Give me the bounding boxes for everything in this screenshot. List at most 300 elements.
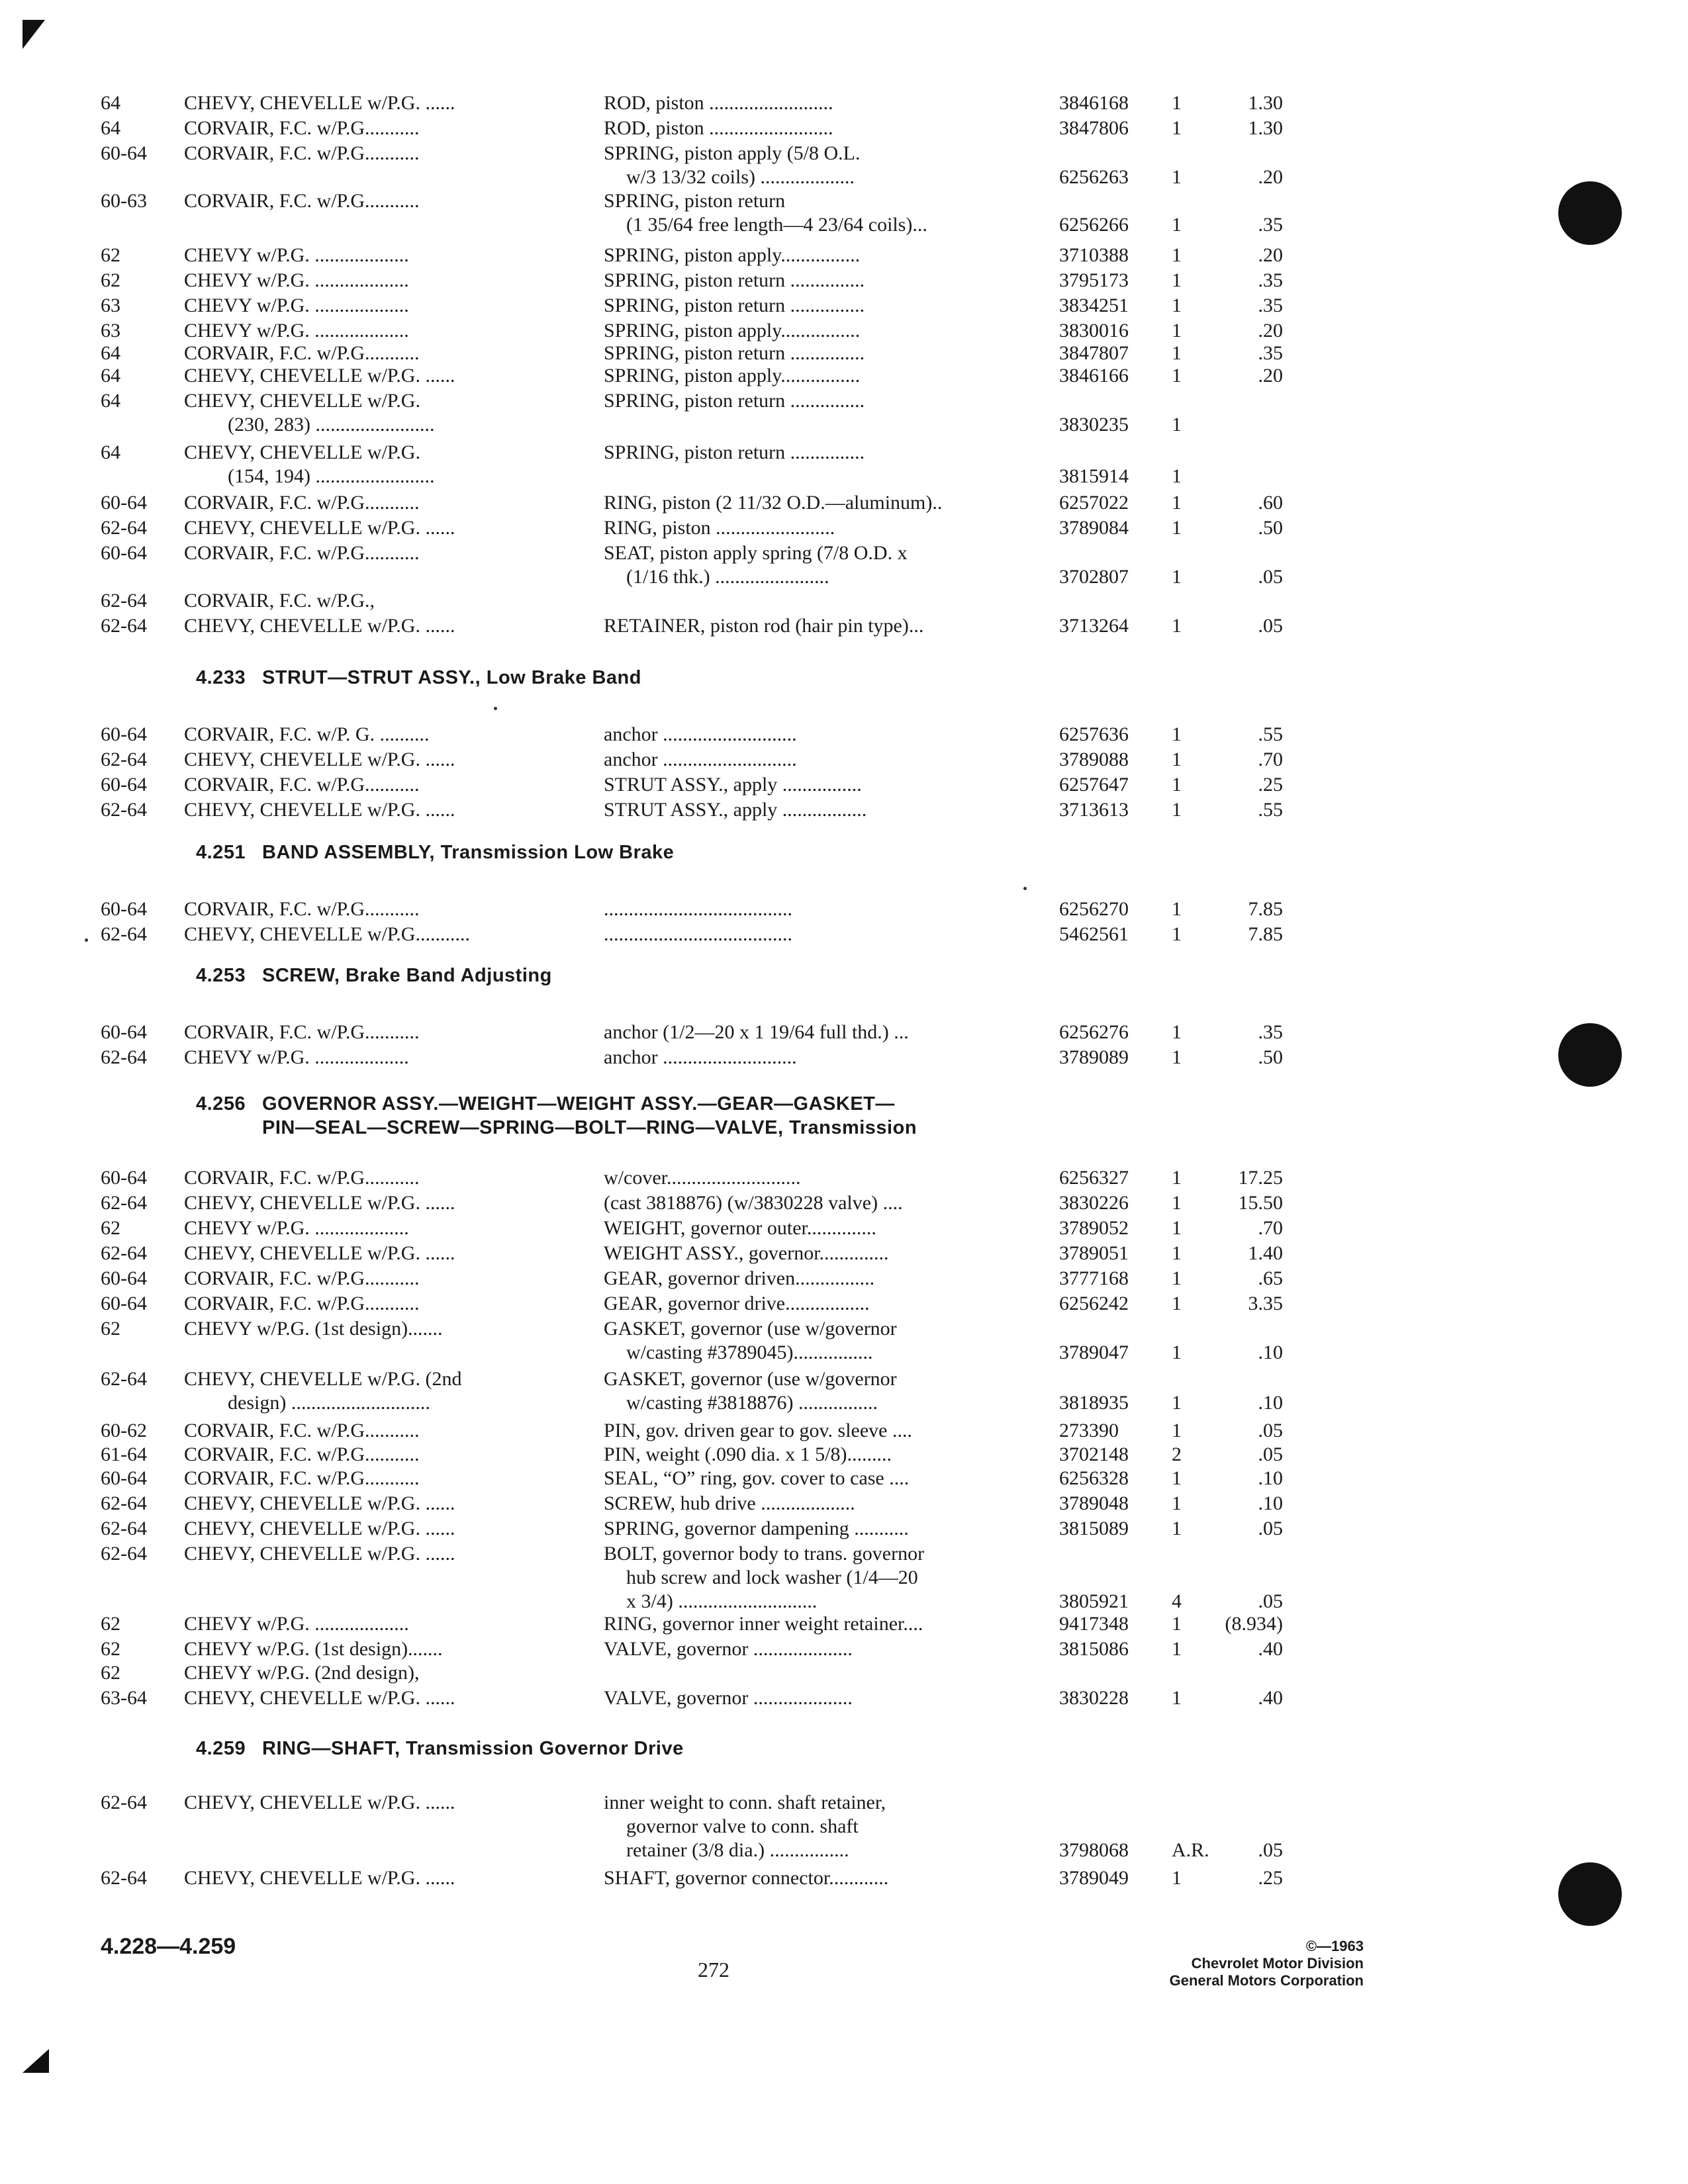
- quantity: 1: [1172, 269, 1182, 291]
- part-number: 3702807: [1059, 566, 1129, 588]
- part-description: VALVE, governor ....................: [604, 1687, 853, 1709]
- vehicle-model: CHEVY, CHEVELLE w/P.G. ......: [184, 1518, 455, 1539]
- copyright-line: Chevrolet Motor Division: [1191, 1955, 1364, 1972]
- model-year: 62: [101, 1662, 120, 1684]
- quantity: 1: [1172, 166, 1182, 188]
- list-price: .05: [1258, 566, 1283, 588]
- model-year: 62-64: [101, 590, 147, 612]
- model-year: 60-64: [101, 1467, 147, 1489]
- part-description: GEAR, governor driven................: [604, 1267, 875, 1289]
- model-year: 62: [101, 269, 120, 291]
- vehicle-model: CHEVY, CHEVELLE w/P.G. ......: [184, 517, 455, 539]
- punch-hole-top: [1558, 181, 1622, 245]
- copyright-line: ©—1963: [1305, 1938, 1364, 1954]
- vehicle-model: CHEVY w/P.G. ...................: [184, 269, 409, 291]
- quantity: 1: [1172, 774, 1182, 796]
- model-year: 60-62: [101, 1420, 147, 1441]
- part-number: 3846168: [1059, 92, 1129, 114]
- part-description: RING, piston ........................: [604, 517, 835, 539]
- vehicle-model: CORVAIR, F.C. w/P.G...........: [184, 898, 420, 920]
- list-price: .10: [1258, 1342, 1283, 1363]
- part-number: 6256263: [1059, 166, 1129, 188]
- vehicle-model: CORVAIR, F.C. w/P.G...........: [184, 1443, 420, 1465]
- part-description: VALVE, governor ....................: [604, 1638, 853, 1660]
- part-number: 3818935: [1059, 1392, 1129, 1414]
- quantity: 1: [1172, 1467, 1182, 1489]
- quantity: 1: [1172, 414, 1182, 435]
- list-price: .05: [1258, 615, 1283, 637]
- quantity: 1: [1172, 1342, 1182, 1363]
- list-price: 1.30: [1248, 92, 1283, 114]
- vehicle-model: CORVAIR, F.C. w/P.G.,: [184, 590, 375, 612]
- part-description: SEAT, piston apply spring (7/8 O.D. x: [604, 542, 908, 564]
- list-price: .20: [1258, 320, 1283, 341]
- model-year: 62: [101, 1638, 120, 1660]
- part-description: SPRING, piston return ...............: [604, 295, 865, 316]
- section-heading: [196, 666, 641, 690]
- list-price: .05: [1258, 1839, 1283, 1861]
- part-number: 6256270: [1059, 898, 1129, 920]
- vehicle-model: CHEVY, CHEVELLE w/P.G. (2nd: [184, 1368, 462, 1390]
- list-price: .35: [1258, 1021, 1283, 1043]
- part-number: 6256328: [1059, 1467, 1129, 1489]
- part-description: PIN, weight (.090 dia. x 1 5/8).........: [604, 1443, 892, 1465]
- part-number: 3815089: [1059, 1518, 1129, 1539]
- model-year: 62-64: [101, 1192, 147, 1214]
- quantity: 1: [1172, 1192, 1182, 1214]
- model-year: 60-64: [101, 898, 147, 920]
- punch-hole-bottom: [1558, 1862, 1622, 1926]
- part-number: 6256327: [1059, 1167, 1129, 1189]
- list-price: 1.30: [1248, 117, 1283, 139]
- part-number: 3789088: [1059, 749, 1129, 770]
- part-number: 3789047: [1059, 1342, 1129, 1363]
- quantity: 1: [1172, 1267, 1182, 1289]
- model-year: 62-64: [101, 1867, 147, 1889]
- model-year: 60-64: [101, 142, 147, 164]
- part-description: SPRING, piston return: [604, 190, 786, 212]
- quantity: 1: [1172, 1638, 1182, 1660]
- section-number: 4.256: [196, 1093, 246, 1115]
- vehicle-model: CHEVY, CHEVELLE w/P.G. ......: [184, 92, 455, 114]
- list-price: .55: [1258, 799, 1283, 821]
- vehicle-model: CHEVY w/P.G. ...................: [184, 1217, 409, 1239]
- part-description: anchor (1/2—20 x 1 19/64 full thd.) ...: [604, 1021, 909, 1043]
- scan-speck: [494, 707, 497, 710]
- vehicle-model: CHEVY w/P.G. (2nd design),: [184, 1662, 420, 1684]
- list-price: 7.85: [1248, 923, 1283, 945]
- list-price: .05: [1258, 1443, 1283, 1465]
- vehicle-model: CORVAIR, F.C. w/P.G...........: [184, 142, 420, 164]
- quantity: 1: [1172, 1046, 1182, 1068]
- quantity: 1: [1172, 923, 1182, 945]
- quantity: 1: [1172, 723, 1182, 745]
- section-heading: [196, 1092, 917, 1140]
- vehicle-model: CORVAIR, F.C. w/P.G...........: [184, 1267, 420, 1289]
- section-title: STRUT—STRUT ASSY., Low Brake Band: [262, 667, 641, 688]
- quantity: 1: [1172, 1492, 1182, 1514]
- list-price: 17.25: [1238, 1167, 1283, 1189]
- section-number: 4.233: [196, 667, 246, 688]
- part-number: 3830016: [1059, 320, 1129, 341]
- part-number: 273390: [1059, 1420, 1119, 1441]
- model-year: 60-63: [101, 190, 147, 212]
- list-price: .35: [1258, 269, 1283, 291]
- list-price: 1.40: [1248, 1242, 1283, 1264]
- list-price: .40: [1258, 1687, 1283, 1709]
- model-year: 62-64: [101, 1792, 147, 1813]
- part-number: 3798068: [1059, 1839, 1129, 1861]
- vehicle-model: CHEVY w/P.G. ...................: [184, 1613, 409, 1635]
- part-description: SCREW, hub drive ...................: [604, 1492, 855, 1514]
- quantity: 1: [1172, 749, 1182, 770]
- part-number: 9417348: [1059, 1613, 1129, 1635]
- list-price: .50: [1258, 517, 1283, 539]
- model-year: 64: [101, 441, 120, 463]
- part-description: RETAINER, piston rod (hair pin type)...: [604, 615, 924, 637]
- part-description: ROD, piston .........................: [604, 92, 833, 114]
- vehicle-model: CORVAIR, F.C. w/P. G. ..........: [184, 723, 430, 745]
- model-year: 60-64: [101, 1021, 147, 1043]
- quantity: 1: [1172, 517, 1182, 539]
- model-year: 62: [101, 1217, 120, 1239]
- vehicle-model: CHEVY, CHEVELLE w/P.G. ......: [184, 1543, 455, 1565]
- vehicle-model: CHEVY, CHEVELLE w/P.G. ......: [184, 799, 455, 821]
- part-number: 3815914: [1059, 465, 1129, 487]
- list-price: .20: [1258, 244, 1283, 266]
- quantity: 1: [1172, 92, 1182, 114]
- part-description: w/casting #3818876) ................: [626, 1392, 878, 1414]
- part-number: 3789048: [1059, 1492, 1129, 1514]
- quantity: 1: [1172, 1518, 1182, 1539]
- scan-speck: [1023, 887, 1027, 890]
- part-number: 3830228: [1059, 1687, 1129, 1709]
- list-price: (8.934): [1225, 1613, 1283, 1635]
- scan-corner-mark-top: [23, 20, 45, 49]
- section-heading: [196, 964, 552, 987]
- model-year: 62: [101, 244, 120, 266]
- list-price: .05: [1258, 1590, 1283, 1612]
- part-description: (1/16 thk.) .......................: [626, 566, 829, 588]
- vehicle-model: CHEVY w/P.G. (1st design).......: [184, 1318, 443, 1340]
- section-title: BAND ASSEMBLY, Transmission Low Brake: [262, 842, 675, 863]
- section-title: PIN—SEAL—SCREW—SPRING—BOLT—RING—VALVE, Transmission: [262, 1117, 917, 1138]
- model-year: 60-64: [101, 1293, 147, 1314]
- part-description: retainer (3/8 dia.) ................: [626, 1839, 849, 1861]
- part-number: 3713264: [1059, 615, 1129, 637]
- model-year: 62-64: [101, 799, 147, 821]
- part-description: anchor ...........................: [604, 1046, 797, 1068]
- model-year: 64: [101, 390, 120, 412]
- quantity: 1: [1172, 117, 1182, 139]
- quantity: 1: [1172, 1167, 1182, 1189]
- model-year: 62-64: [101, 1242, 147, 1264]
- model-year: 64: [101, 92, 120, 114]
- part-description: SPRING, piston return ...............: [604, 390, 865, 412]
- list-price: 7.85: [1248, 898, 1283, 920]
- section-heading: [196, 841, 674, 864]
- part-number: 3710388: [1059, 244, 1129, 266]
- vehicle-model: CORVAIR, F.C. w/P.G...........: [184, 1420, 420, 1441]
- part-description: anchor ...........................: [604, 749, 797, 770]
- vehicle-model: design) ............................: [228, 1392, 430, 1414]
- list-price: .60: [1258, 492, 1283, 514]
- quantity: 1: [1172, 1613, 1182, 1635]
- part-number: 3789049: [1059, 1867, 1129, 1889]
- part-number: 3702148: [1059, 1443, 1129, 1465]
- quantity: 1: [1172, 1420, 1182, 1441]
- list-price: .05: [1258, 1420, 1283, 1441]
- list-price: .50: [1258, 1046, 1283, 1068]
- model-year: 62-64: [101, 749, 147, 770]
- part-number: 3777168: [1059, 1267, 1129, 1289]
- model-year: 60-64: [101, 1267, 147, 1289]
- model-year: 62-64: [101, 1518, 147, 1539]
- page-number: 272: [698, 1958, 729, 1981]
- part-description: SPRING, piston return ...............: [604, 342, 865, 364]
- part-number: 3789051: [1059, 1242, 1129, 1264]
- part-number: 3847807: [1059, 342, 1129, 364]
- vehicle-model: CHEVY w/P.G. ...................: [184, 295, 409, 316]
- vehicle-model: CHEVY w/P.G. ...................: [184, 320, 409, 341]
- section-title: RING—SHAFT, Transmission Governor Drive: [262, 1738, 684, 1759]
- part-number: 3789052: [1059, 1217, 1129, 1239]
- quantity: 1: [1172, 365, 1182, 387]
- model-year: 62-64: [101, 1543, 147, 1565]
- list-price: .10: [1258, 1467, 1283, 1489]
- quantity: 1: [1172, 1217, 1182, 1239]
- quantity: 4: [1172, 1590, 1182, 1612]
- part-number: 3846166: [1059, 365, 1129, 387]
- model-year: 64: [101, 342, 120, 364]
- model-year: 62-64: [101, 1492, 147, 1514]
- copyright-line: General Motors Corporation: [1169, 1972, 1364, 1989]
- quantity: 1: [1172, 295, 1182, 316]
- quantity: 1: [1172, 1687, 1182, 1709]
- part-description: SPRING, piston apply................: [604, 244, 861, 266]
- part-number: 3830235: [1059, 414, 1129, 435]
- footer-section-range: 4.228—4.259: [101, 1934, 236, 1959]
- part-description: GASKET, governor (use w/governor: [604, 1318, 897, 1340]
- part-description: SPRING, piston apply................: [604, 320, 861, 341]
- list-price: 15.50: [1238, 1192, 1283, 1214]
- model-year: 60-64: [101, 774, 147, 796]
- part-description: w/cover...........................: [604, 1167, 801, 1189]
- vehicle-model: CHEVY, CHEVELLE w/P.G.: [184, 390, 420, 412]
- model-year: 63: [101, 295, 120, 316]
- model-year: 60-64: [101, 542, 147, 564]
- quantity: 1: [1172, 566, 1182, 588]
- quantity: 1: [1172, 492, 1182, 514]
- vehicle-model: CORVAIR, F.C. w/P.G...........: [184, 1467, 420, 1489]
- model-year: 60-64: [101, 1167, 147, 1189]
- model-year: 64: [101, 117, 120, 139]
- vehicle-model: CORVAIR, F.C. w/P.G...........: [184, 1021, 420, 1043]
- vehicle-model: CHEVY, CHEVELLE w/P.G.: [184, 441, 420, 463]
- list-price: .05: [1258, 1518, 1283, 1539]
- part-description: SPRING, piston return ...............: [604, 269, 865, 291]
- part-number: 5462561: [1059, 923, 1129, 945]
- vehicle-model: CHEVY w/P.G. (1st design).......: [184, 1638, 443, 1660]
- vehicle-model: CHEVY, CHEVELLE w/P.G. ......: [184, 365, 455, 387]
- part-number: 3805921: [1059, 1590, 1129, 1612]
- part-description: WEIGHT ASSY., governor..............: [604, 1242, 889, 1264]
- part-description: RING, piston (2 11/32 O.D.—aluminum)..: [604, 492, 943, 514]
- section-title: GOVERNOR ASSY.—WEIGHT—WEIGHT ASSY.—GEAR—GASKET—: [262, 1093, 895, 1115]
- section-number: 4.251: [196, 842, 246, 863]
- vehicle-model: (230, 283) ........................: [228, 414, 435, 435]
- vehicle-model: CORVAIR, F.C. w/P.G...........: [184, 342, 420, 364]
- model-year: 60-64: [101, 723, 147, 745]
- part-number: 3789084: [1059, 517, 1129, 539]
- vehicle-model: (154, 194) ........................: [228, 465, 435, 487]
- copyright-block: [1170, 1938, 1364, 1989]
- quantity: 1: [1172, 1392, 1182, 1414]
- vehicle-model: CHEVY, CHEVELLE w/P.G. ......: [184, 1867, 455, 1889]
- vehicle-model: CHEVY w/P.G. ...................: [184, 244, 409, 266]
- quantity: 1: [1172, 465, 1182, 487]
- model-year: 62: [101, 1318, 120, 1340]
- list-price: .25: [1258, 774, 1283, 796]
- part-number: 3847806: [1059, 117, 1129, 139]
- part-description: hub screw and lock washer (1/4—20: [626, 1567, 918, 1588]
- part-number: 3795173: [1059, 269, 1129, 291]
- scan-speck: [85, 938, 88, 942]
- quantity: 1: [1172, 1867, 1182, 1889]
- list-price: .20: [1258, 365, 1283, 387]
- model-year: 62-64: [101, 923, 147, 945]
- part-description: SPRING, governor dampening ...........: [604, 1518, 909, 1539]
- vehicle-model: CORVAIR, F.C. w/P.G...........: [184, 1167, 420, 1189]
- part-number: 6257636: [1059, 723, 1129, 745]
- quantity: A.R.: [1172, 1839, 1209, 1861]
- part-number: 3830226: [1059, 1192, 1129, 1214]
- model-year: 62: [101, 1613, 120, 1635]
- scan-corner-mark-bottom: [23, 2049, 49, 2073]
- vehicle-model: CHEVY, CHEVELLE w/P.G. ......: [184, 1792, 455, 1813]
- part-description: SEAL, “O” ring, gov. cover to case ....: [604, 1467, 910, 1489]
- part-description: x 3/4) ............................: [626, 1590, 818, 1612]
- part-description: inner weight to conn. shaft retainer,: [604, 1792, 886, 1813]
- part-description: w/casting #3789045)................: [626, 1342, 873, 1363]
- list-price: .70: [1258, 749, 1283, 770]
- part-description: SPRING, piston apply (5/8 O.L.: [604, 142, 861, 164]
- vehicle-model: CORVAIR, F.C. w/P.G...........: [184, 774, 420, 796]
- quantity: 1: [1172, 342, 1182, 364]
- list-price: .65: [1258, 1267, 1283, 1289]
- list-price: .55: [1258, 723, 1283, 745]
- part-description: ......................................: [604, 898, 792, 920]
- model-year: 63-64: [101, 1687, 147, 1709]
- list-price: .20: [1258, 166, 1283, 188]
- part-description: governor valve to conn. shaft: [626, 1815, 859, 1837]
- part-description: SHAFT, governor connector............: [604, 1867, 889, 1889]
- quantity: 1: [1172, 244, 1182, 266]
- list-price: .35: [1258, 214, 1283, 236]
- part-description: ROD, piston .........................: [604, 117, 833, 139]
- list-price: 3.35: [1248, 1293, 1283, 1314]
- part-number: 3834251: [1059, 295, 1129, 316]
- model-year: 64: [101, 365, 120, 387]
- vehicle-model: CHEVY, CHEVELLE w/P.G. ......: [184, 1687, 455, 1709]
- part-description: STRUT ASSY., apply ................: [604, 774, 862, 796]
- model-year: 62-64: [101, 1368, 147, 1390]
- quantity: 1: [1172, 1293, 1182, 1314]
- quantity: 1: [1172, 1242, 1182, 1264]
- section-number: 4.253: [196, 965, 246, 986]
- part-description: (1 35/64 free length—4 23/64 coils)...: [626, 214, 927, 236]
- quantity: 1: [1172, 320, 1182, 341]
- section-number: 4.259: [196, 1738, 246, 1759]
- vehicle-model: CORVAIR, F.C. w/P.G...........: [184, 492, 420, 514]
- list-price: .10: [1258, 1392, 1283, 1414]
- vehicle-model: CHEVY, CHEVELLE w/P.G. ......: [184, 1242, 455, 1264]
- list-price: .35: [1258, 295, 1283, 316]
- part-description: (cast 3818876) (w/3830228 valve) ....: [604, 1192, 903, 1214]
- model-year: 62-64: [101, 1046, 147, 1068]
- vehicle-model: CHEVY, CHEVELLE w/P.G. ......: [184, 1492, 455, 1514]
- vehicle-model: CORVAIR, F.C. w/P.G...........: [184, 190, 420, 212]
- list-price: .10: [1258, 1492, 1283, 1514]
- list-price: .35: [1258, 342, 1283, 364]
- part-description: RING, governor inner weight retainer....: [604, 1613, 923, 1635]
- quantity: 1: [1172, 799, 1182, 821]
- punch-hole-middle: [1558, 1023, 1622, 1087]
- vehicle-model: CHEVY, CHEVELLE w/P.G. ......: [184, 615, 455, 637]
- list-price: .25: [1258, 1867, 1283, 1889]
- model-year: 63: [101, 320, 120, 341]
- quantity: 1: [1172, 898, 1182, 920]
- part-description: GEAR, governor drive.................: [604, 1293, 870, 1314]
- part-description: w/3 13/32 coils) ...................: [626, 166, 855, 188]
- vehicle-model: CHEVY, CHEVELLE w/P.G. ......: [184, 1192, 455, 1214]
- part-description: STRUT ASSY., apply .................: [604, 799, 867, 821]
- vehicle-model: CORVAIR, F.C. w/P.G...........: [184, 117, 420, 139]
- part-number: 6257022: [1059, 492, 1129, 514]
- vehicle-model: CORVAIR, F.C. w/P.G...........: [184, 542, 420, 564]
- part-description: SPRING, piston return ...............: [604, 441, 865, 463]
- section-title: SCREW, Brake Band Adjusting: [262, 965, 552, 986]
- part-description: BOLT, governor body to trans. governor: [604, 1543, 925, 1565]
- part-number: 6256242: [1059, 1293, 1129, 1314]
- vehicle-model: CHEVY w/P.G. ...................: [184, 1046, 409, 1068]
- model-year: 62-64: [101, 615, 147, 637]
- quantity: 1: [1172, 1021, 1182, 1043]
- part-description: GASKET, governor (use w/governor: [604, 1368, 897, 1390]
- part-number: 3713613: [1059, 799, 1129, 821]
- vehicle-model: CHEVY, CHEVELLE w/P.G...........: [184, 923, 470, 945]
- part-description: anchor ...........................: [604, 723, 797, 745]
- model-year: 62-64: [101, 517, 147, 539]
- quantity: 1: [1172, 214, 1182, 236]
- part-description: ......................................: [604, 923, 792, 945]
- part-number: 6256276: [1059, 1021, 1129, 1043]
- quantity: 2: [1172, 1443, 1182, 1465]
- model-year: 60-64: [101, 492, 147, 514]
- section-heading: [196, 1737, 684, 1760]
- part-number: 6257647: [1059, 774, 1129, 796]
- list-price: .70: [1258, 1217, 1283, 1239]
- part-number: 3789089: [1059, 1046, 1129, 1068]
- quantity: 1: [1172, 615, 1182, 637]
- vehicle-model: CHEVY, CHEVELLE w/P.G. ......: [184, 749, 455, 770]
- list-price: .40: [1258, 1638, 1283, 1660]
- part-number: 3815086: [1059, 1638, 1129, 1660]
- part-number: 6256266: [1059, 214, 1129, 236]
- part-description: SPRING, piston apply................: [604, 365, 861, 387]
- model-year: 61-64: [101, 1443, 147, 1465]
- part-description: PIN, gov. driven gear to gov. sleeve ....: [604, 1420, 912, 1441]
